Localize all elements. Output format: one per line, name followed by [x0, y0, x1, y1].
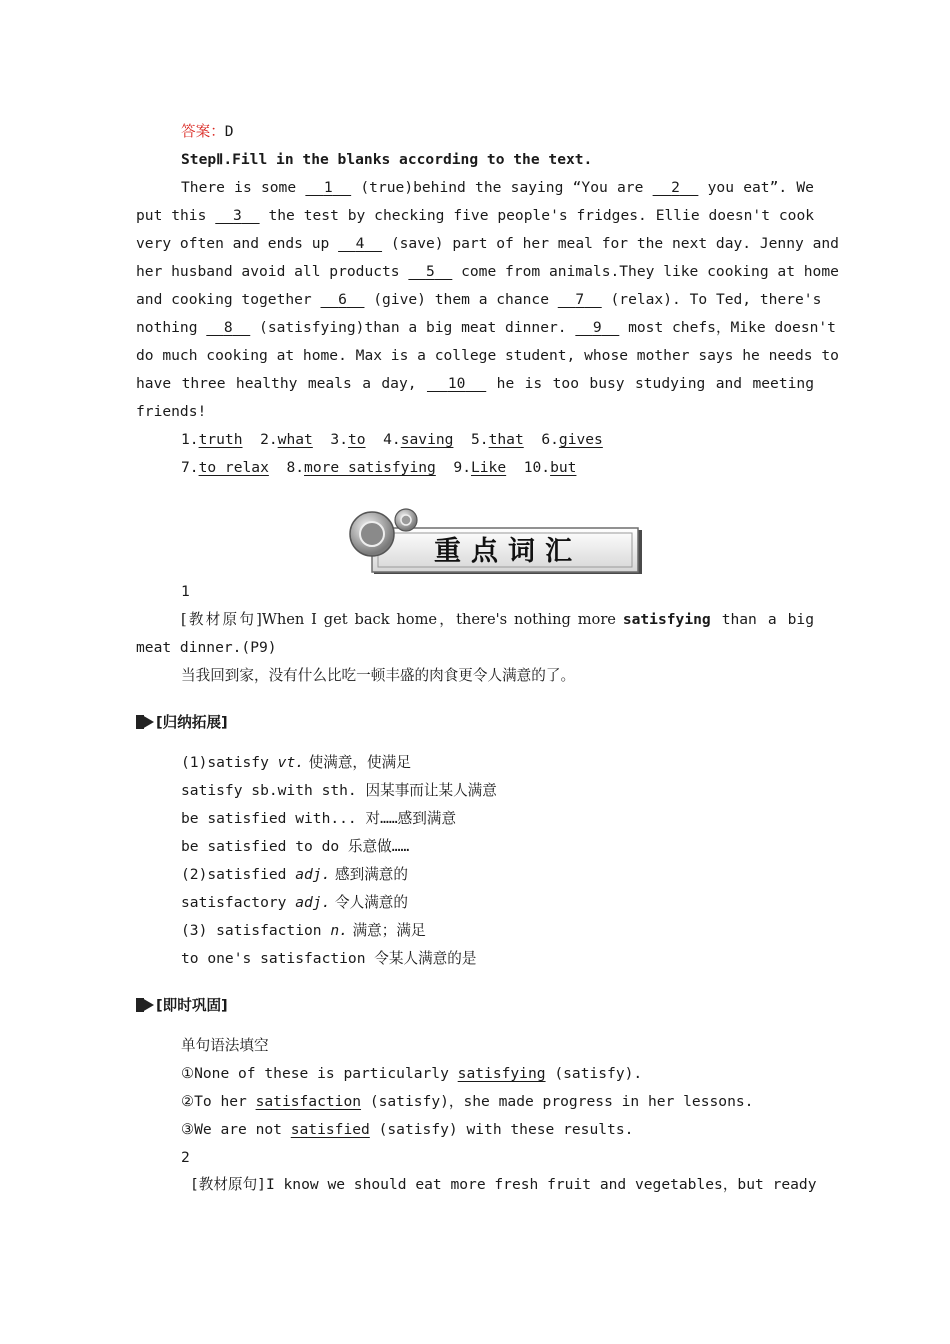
blank-9: 9	[592, 319, 602, 336]
passage-line-1: There is some 1 (true)behind the saying “You are 2 you eat”. We	[181, 179, 814, 196]
expand-line-1: (1)satisfy vt. 使满意，使满足	[181, 754, 411, 771]
step2-title: StepⅡ.Fill in the blanks according to the text.	[181, 151, 593, 168]
exercise-3-answer: satisfied	[290, 1121, 370, 1138]
passage-line-6: nothing 8 (satisfying)than a big meat dinner. 9 most chefs，Mike doesn't	[136, 319, 836, 336]
item-1-source-line-1: [教材原句]When I get back home，there's nothing more satisfying than a big	[181, 611, 815, 628]
blank-5: 5	[425, 263, 435, 280]
keyword-satisfying: satisfying	[622, 611, 711, 628]
answer-key-7: to relax	[198, 459, 269, 476]
passage-line-7: do much cooking at home. Max is a college student, whose mother says he needs to	[136, 347, 839, 364]
answer-key-2: what	[277, 431, 313, 448]
blank-8: 8	[223, 319, 233, 336]
item-1-source-line-2: meat dinner.(P9)	[136, 639, 277, 656]
answer-key-5: that	[488, 431, 524, 448]
blank-4: 4	[355, 235, 365, 252]
section-banner	[348, 508, 644, 578]
section-expand-heading: [归纳拓展]	[136, 713, 228, 733]
section-consolidate-heading: [即时巩固]	[136, 996, 228, 1016]
passage-line-9: friends!	[136, 403, 207, 420]
answer-key-3: to	[347, 431, 366, 448]
answer-key-line-2: 7.to relax 8.more satisfying 9.Like 10.but	[181, 459, 577, 476]
passage-line-4: her husband avoid all products 5 come from animals.They like cooking at home	[136, 263, 839, 280]
item-2-source-line-1: [教材原句]I know we should eat more fresh fruit and vegetables，but ready	[190, 1176, 817, 1193]
answer-label: 答案：	[181, 123, 225, 140]
blank-6: 6	[338, 291, 347, 308]
expand-line-8: to one's satisfaction 令某人满意的是	[181, 950, 477, 967]
answer-key-9: Like	[470, 459, 507, 476]
expand-line-5: (2)satisfied adj. 感到满意的	[181, 866, 408, 883]
banner-title: 重点词汇	[434, 536, 582, 567]
exercise-2-answer: satisfaction	[255, 1093, 362, 1110]
item-2-number: 2	[181, 1149, 190, 1166]
expand-line-2: satisfy sb.with sth. 因某事而让某人满意	[181, 782, 497, 799]
blank-1: 1	[323, 179, 333, 196]
answer-key-4: saving	[400, 431, 454, 448]
answer-key-10: but	[550, 459, 577, 476]
answer-value: D	[224, 123, 234, 140]
exercise-title: 单句语法填空	[181, 1037, 269, 1054]
expand-line-6: satisfactory adj. 令人满意的	[181, 894, 408, 911]
exercise-1: ①None of these is particularly satisfying (satisfy).	[181, 1065, 643, 1082]
answer-key-1: truth	[198, 431, 243, 448]
passage-line-3: very often and ends up 4 (save) part of her meal for the next day. Jenny and	[136, 235, 839, 252]
answer-key-8: more satisfying	[304, 459, 436, 476]
expand-line-4: be satisfied to do 乐意做……	[181, 838, 410, 855]
passage-line-5: and cooking together 6 (give) them a chance 7 (relax). To Ted, there's	[136, 291, 822, 308]
answer-line	[181, 122, 814, 142]
exercise-2: ②To her satisfaction (satisfy)，she made progress in her lessons.	[181, 1093, 754, 1110]
blank-10: 10	[447, 375, 466, 392]
answer-key-line-1: 1.truth 2.what 3.to 4.saving 5.that 6.gives	[181, 431, 603, 448]
passage-line-2: put this 3 the test by checking five people's fridges. Ellie doesn't cook	[136, 207, 815, 224]
exercise-1-answer: satisfying	[457, 1065, 546, 1082]
answer-key-6: gives	[558, 431, 603, 448]
blank-7: 7	[575, 291, 585, 308]
item-1-translation: 当我回到家，没有什么比吃一顿丰盛的肉食更令人满意的了。	[181, 667, 576, 684]
passage-line-8: have three healthy meals a day, 10 he is too busy studying and meeting	[136, 375, 814, 392]
expand-line-3: be satisfied with... 对……感到满意	[181, 810, 457, 827]
blank-2: 2	[671, 179, 680, 196]
item-1-number: 1	[181, 583, 190, 600]
exercise-3: ③We are not satisfied (satisfy) with these results.	[181, 1121, 634, 1138]
blank-3: 3	[233, 207, 242, 224]
expand-line-7: (3) satisfaction n. 满意；满足	[181, 922, 426, 939]
